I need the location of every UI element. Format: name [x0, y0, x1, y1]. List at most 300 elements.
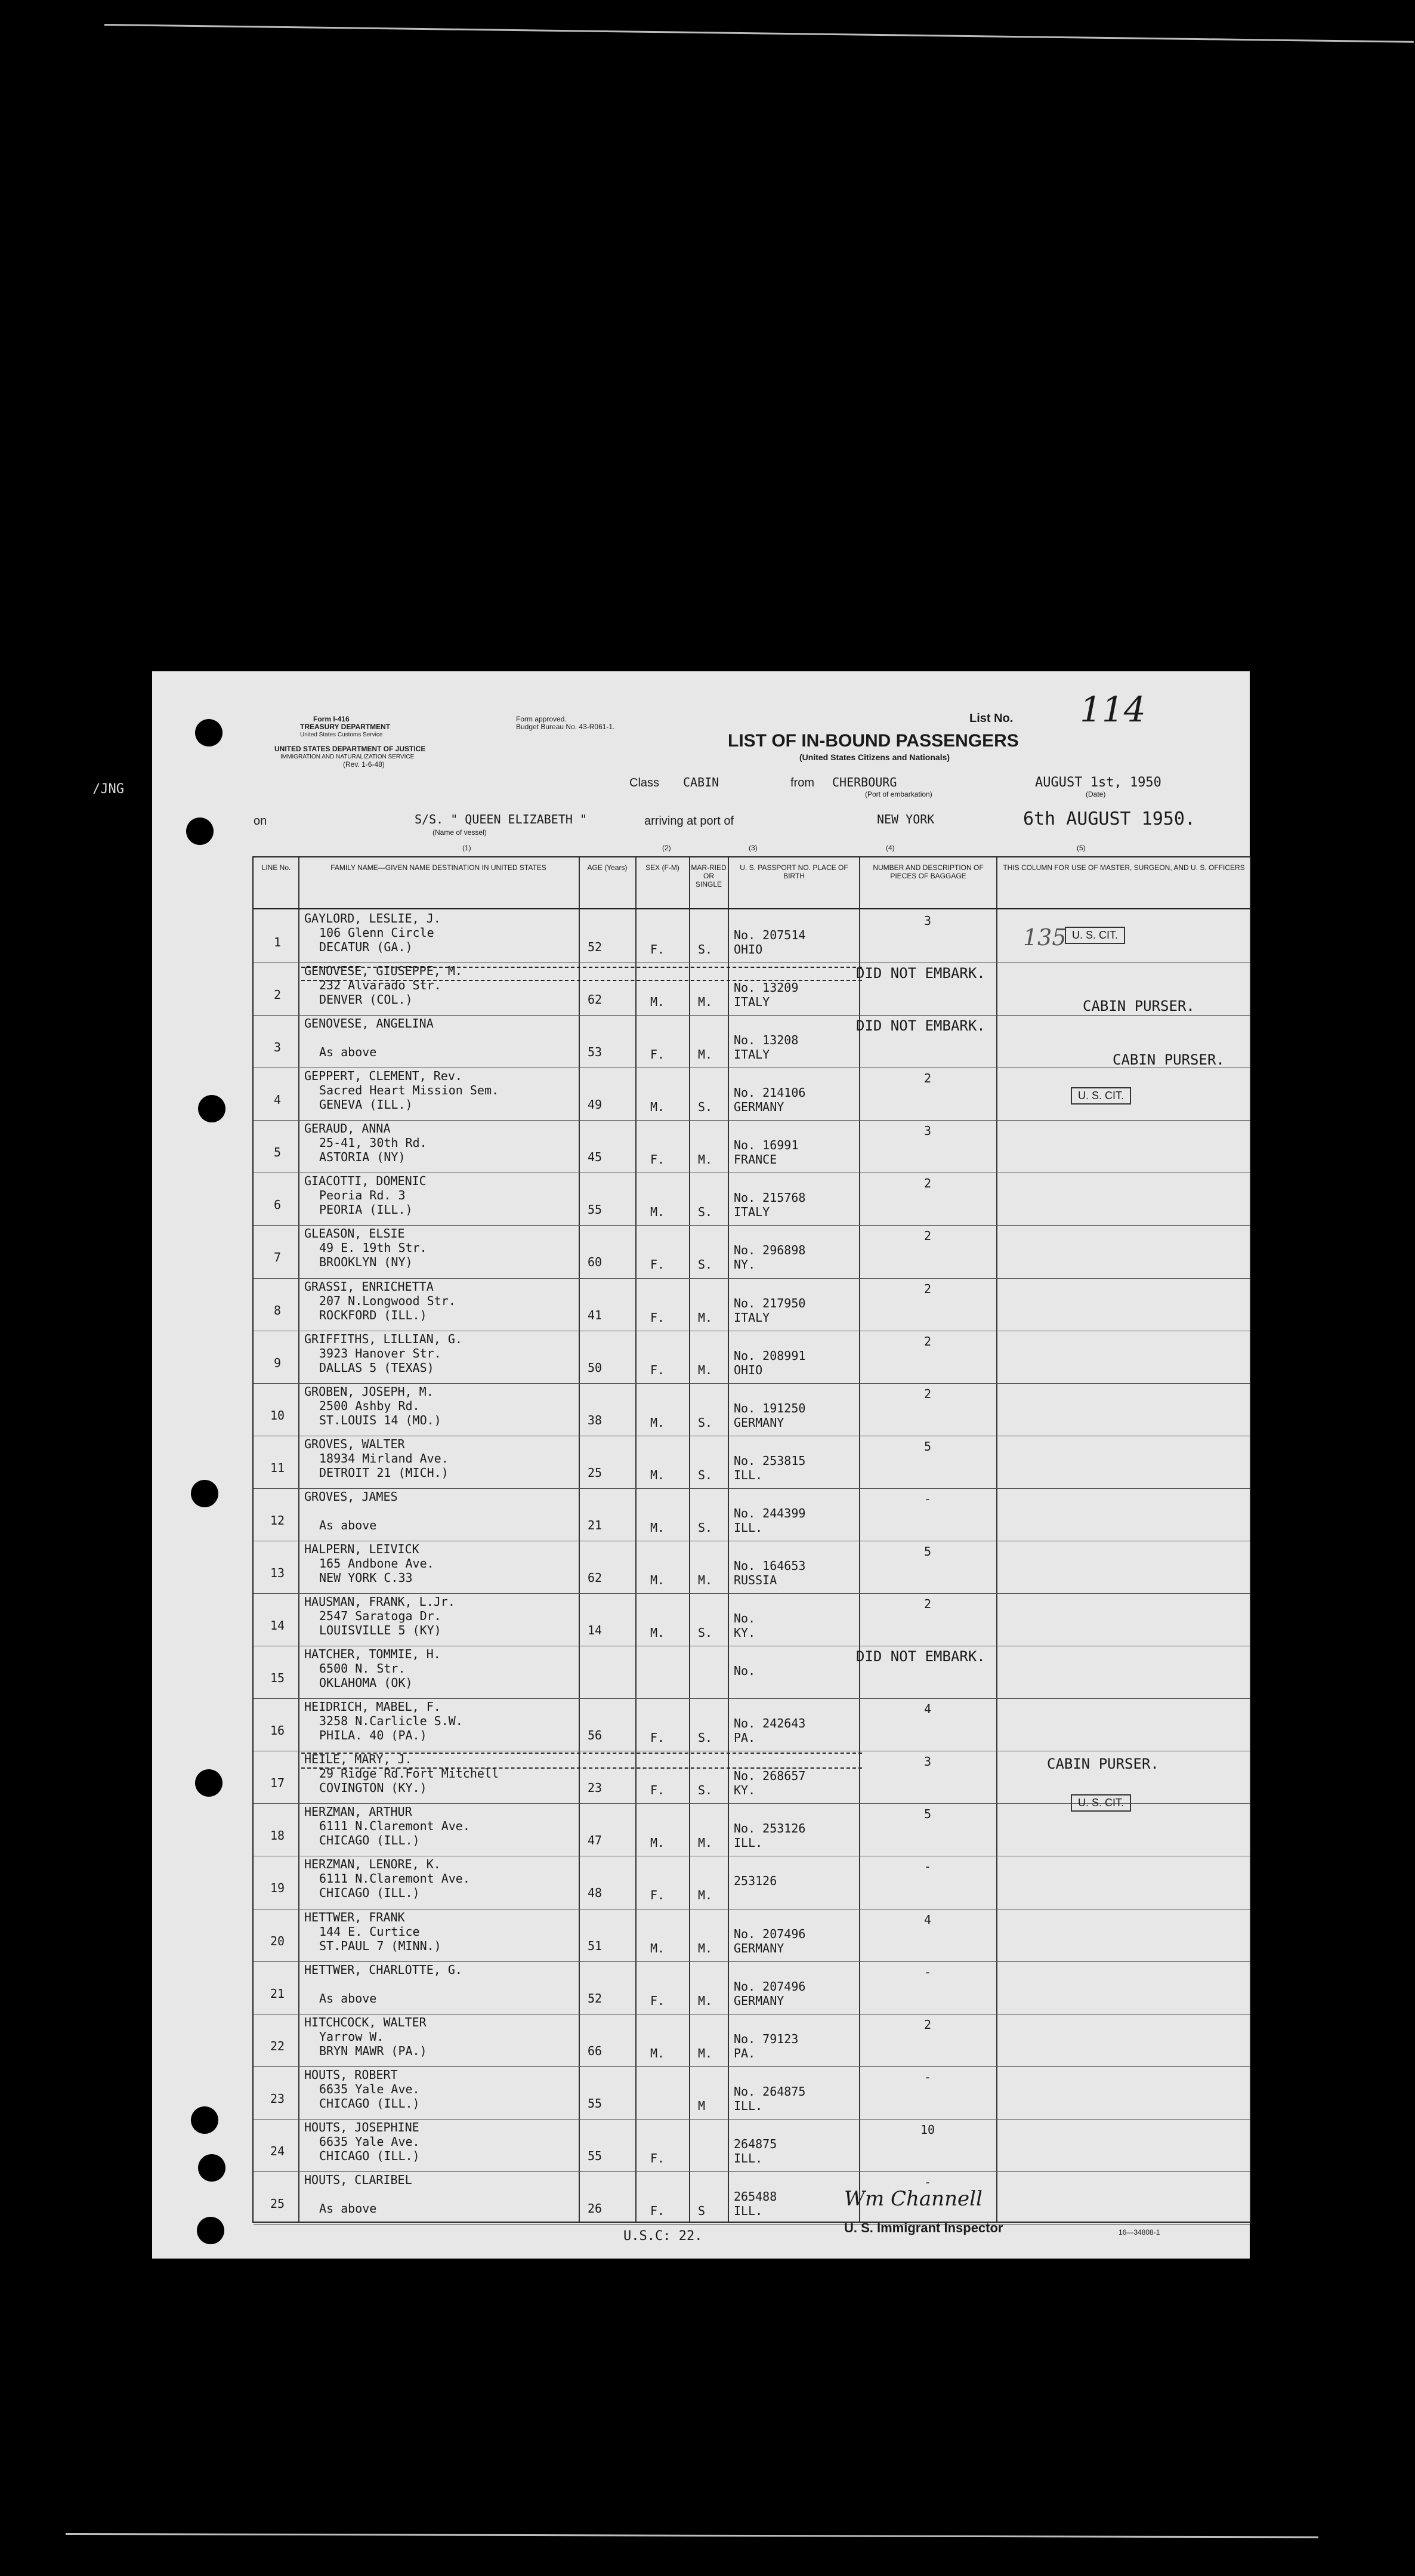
cell-addr1: 3923 Hanover Str. [319, 1346, 441, 1361]
cell-bags: - [923, 1859, 932, 1874]
cell-addr1: 3258 N.Carlicle S.W. [319, 1714, 463, 1729]
cell-sex: F. [650, 1362, 665, 1377]
col-married-header: MAR-RIED OR SINGLE [691, 863, 727, 889]
cell-name: HEILE, MARY, J. [304, 1752, 412, 1767]
cell-name: HERZMAN, ARTHUR [304, 1804, 412, 1819]
cell-age: 55 [588, 2096, 603, 2111]
row-divider [254, 1593, 1250, 1594]
cell-passport: No. 214106 [734, 1085, 806, 1100]
cell-addr1: 29 Ridge Rd.Fort Mitchell [319, 1766, 499, 1781]
cell-birth: ITALY [734, 1205, 770, 1220]
cell-addr1: 6111 N.Claremont Ave. [319, 1871, 470, 1886]
cell-bags: - [923, 2174, 932, 2189]
cell-name: GRASSI, ENRICHETTA [304, 1279, 434, 1294]
cell-addr2: As above [319, 1991, 377, 2006]
col-number: (1) [462, 844, 471, 852]
cell-addr2: CHICAGO (ILL.) [319, 1886, 420, 1901]
cell-addr1: 6111 N.Claremont Ave. [319, 1819, 470, 1834]
cell-addr2: ROCKFORD (ILL.) [319, 1307, 427, 1322]
cell-addr2: DENVER (COL.) [319, 992, 413, 1007]
col-number: (3) [749, 844, 758, 852]
cell-name: GERAUD, ANNA [304, 1121, 391, 1136]
vessel-caption: (Name of vessel) [432, 828, 487, 837]
cell-ms: S. [698, 942, 713, 957]
cell-bags: 3 [923, 914, 932, 928]
cell-name: HOUTS, CLARIBEL [304, 2172, 412, 2187]
cell-birth: OHIO [734, 1362, 763, 1377]
top-edge-line [104, 24, 1414, 43]
cell-age: 51 [588, 1938, 603, 1953]
cell-addr2: COVINGTON (KY.) [319, 1781, 427, 1796]
cell-addr1: 2500 Ashby Rd. [319, 1398, 420, 1413]
col-age-header: AGE (Years) [587, 863, 628, 872]
cell-ms: S. [698, 1205, 713, 1220]
punch-hole [198, 2154, 225, 2182]
cell-name: HALPERN, LEIVICK [304, 1541, 419, 1556]
col-name-header: FAMILY NAME—GIVEN NAME DESTINATION IN UNITED STATES [330, 863, 546, 872]
cell-name: HITCHCOCK, WALTER [304, 2014, 427, 2029]
cell-addr1: 106 Glenn Circle [319, 925, 434, 940]
cell-age: 49 [588, 1097, 603, 1112]
row-divider [254, 2171, 1250, 2172]
cell-line: 16 [270, 1723, 285, 1738]
cell-ms: M. [698, 1572, 713, 1587]
cell-birth: PA. [734, 1730, 756, 1745]
cell-addr2: GENEVA (ILL.) [319, 1097, 413, 1112]
cell-line: 17 [270, 1776, 285, 1791]
cell-name: GRIFFITHS, LILLIAN, G. [304, 1331, 462, 1346]
cell-name: HETTWER, FRANK [304, 1909, 405, 1924]
cell-name: GROBEN, JOSEPH, M. [304, 1384, 434, 1399]
cell-name: GIACOTTI, DOMENIC [304, 1174, 427, 1189]
cell-birth: RUSSIA [734, 1572, 777, 1587]
cell-addr2: ASTORIA (NY) [319, 1150, 406, 1165]
cell-line: 5 [273, 1145, 282, 1160]
strike-line [301, 967, 862, 969]
row-divider [254, 1015, 1250, 1016]
cell-age: 62 [588, 992, 603, 1007]
cell-birth: GERMANY [734, 1941, 784, 1955]
cell-bags: 4 [923, 1702, 932, 1717]
inspector-signature: Wm Channell [844, 2187, 983, 2211]
cell-age: 66 [588, 2043, 603, 2058]
cell-age: 47 [588, 1833, 603, 1848]
cell-line: 14 [270, 1618, 285, 1633]
cell-bags: 3 [923, 1124, 932, 1139]
cell-age: 25 [588, 1465, 603, 1480]
form-code: 16—34808-1 [1119, 2228, 1160, 2236]
cell-ms: S. [698, 1257, 713, 1272]
cell-ms: S. [698, 1730, 713, 1745]
cell-bags: 2 [923, 1597, 932, 1612]
punch-hole [191, 1480, 218, 1507]
cell-name: GEPPERT, CLEMENT, Rev. [304, 1069, 462, 1084]
cell-passport: No. 215768 [734, 1190, 806, 1205]
cell-birth: OHIO [734, 942, 763, 957]
cell-age: 38 [588, 1412, 603, 1427]
cell-line: 6 [273, 1198, 282, 1213]
cell-name: GLEASON, ELSIE [304, 1226, 405, 1241]
cell-birth: ILL. [734, 2151, 763, 2165]
cabin-purser-note: CABIN PURSER. [1113, 1051, 1225, 1068]
ins-service: IMMIGRATION AND NATURALIZATION SERVICE [280, 754, 415, 760]
cell-ms: M. [698, 1047, 713, 1062]
cell-passport: No. 164653 [734, 1558, 806, 1573]
col-baggage-header: NUMBER AND DESCRIPTION OF PIECES OF BAGGAGE [873, 863, 984, 880]
cell-age: 21 [588, 1517, 603, 1532]
form-subtitle: (United States Citizens and Nationals) [799, 752, 950, 762]
row-divider [254, 962, 1250, 963]
us-cit-stamp: U. S. CIT. [1065, 927, 1125, 944]
cell-ms: M. [698, 1835, 713, 1850]
cell-birth: GERMANY [734, 1993, 784, 2008]
cell-bags: 2 [923, 1334, 932, 1349]
cell-ms: S. [698, 1415, 713, 1430]
cell-bags: 2 [923, 1176, 932, 1191]
cell-passport: No. 242643 [734, 1716, 806, 1731]
form-approved: Form approved. [516, 715, 567, 723]
cell-name: HEIDRICH, MABEL, F. [304, 1699, 441, 1714]
justice-dept: UNITED STATES DEPARTMENT OF JUSTICE [274, 745, 426, 753]
cell-sex: F. [650, 1730, 665, 1745]
cell-addr2: DETROIT 21 (MICH.) [319, 1465, 449, 1480]
cell-name: GROVES, WALTER [304, 1436, 405, 1451]
row-divider [254, 2119, 1250, 2120]
cell-line: 20 [270, 1933, 285, 1948]
cell-passport: No. 13209 [734, 980, 799, 995]
cell-name: GENOVESE, GIUSEPPE, M. [304, 964, 462, 979]
row-divider [254, 2224, 1250, 2225]
bottom-edge-line [66, 2533, 1318, 2538]
cell-addr1: 2547 Saratoga Dr. [319, 1609, 441, 1624]
arrival-date: 6th AUGUST 1950. [1023, 809, 1195, 829]
cell-ms: M. [698, 2046, 713, 2060]
row-divider [254, 1225, 1250, 1226]
cell-name: HERZMAN, LENORE, K. [304, 1857, 441, 1872]
cell-age: 52 [588, 1991, 603, 2006]
cell-addr2: BRYN MAWR (PA.) [319, 2043, 427, 2058]
cell-ms: S. [698, 1520, 713, 1535]
cell-sex: M. [650, 1205, 665, 1220]
arriving-label: arriving at port of [644, 815, 734, 828]
customs-service: United States Customs Service [300, 732, 383, 738]
cell-sex: F. [650, 1310, 665, 1325]
cell-sex: F. [650, 1047, 665, 1062]
list-no-label: List No. [969, 712, 1014, 725]
cell-addr2: BROOKLYN (NY) [319, 1255, 413, 1270]
cell-passport: 265488 [734, 2189, 777, 2204]
cell-name: GENOVESE, ANGELINA [304, 1016, 434, 1031]
class-label: Class [629, 776, 660, 789]
cell-addr1: 6635 Yale Ave. [319, 2134, 420, 2149]
cell-sex: F. [650, 1888, 665, 1903]
cell-line: 8 [273, 1303, 282, 1318]
cell-birth: ILL. [734, 1467, 763, 1482]
cell-passport: No. 207496 [734, 1926, 806, 1941]
cell-addr1: 165 Andbone Ave. [319, 1556, 434, 1571]
cell-age: 48 [588, 1886, 603, 1901]
cell-addr2: DALLAS 5 (TEXAS) [319, 1360, 434, 1375]
cell-bags: 2 [923, 1386, 932, 1401]
budget-bureau: Budget Bureau No. 43-R061-1. [516, 723, 615, 731]
us-cit-stamp: U. S. CIT. [1071, 1087, 1131, 1105]
from-label: from [790, 776, 814, 789]
cell-passport: No. 253815 [734, 1453, 806, 1468]
cell-addr2: OKLAHOMA (OK) [319, 1676, 413, 1690]
passenger-table [252, 856, 1251, 2223]
cell-ms: S [698, 2203, 706, 2218]
us-cit-stamp: U. S. CIT. [1071, 1794, 1131, 1812]
handwritten-135: 135 [1023, 924, 1067, 951]
col-number: (2) [662, 844, 671, 852]
cell-sex: F. [650, 1783, 665, 1798]
cell-birth: ITALY [734, 995, 770, 1010]
cell-line: 1 [273, 935, 282, 949]
cell-birth: GERMANY [734, 1415, 784, 1430]
cell-bags: 2 [923, 1281, 932, 1296]
cell-bags: 10 [920, 2122, 935, 2137]
cell-passport: No. 208991 [734, 1348, 806, 1363]
cell-name: GROVES, JAMES [304, 1489, 398, 1504]
cell-sex: M. [650, 1572, 665, 1587]
cell-ms: M. [698, 1310, 713, 1325]
cell-birth: ITALY [734, 1047, 770, 1062]
form-revision: (Rev. 1-6-48) [343, 760, 385, 769]
cell-birth: KY. [734, 1783, 756, 1798]
cell-ms: S. [698, 1467, 713, 1482]
cell-bags: DID NOT EMBARK. [856, 1648, 985, 1665]
cell-name: HAUSMAN, FRANK, L.Jr. [304, 1594, 455, 1609]
treasury-dept: TREASURY DEPARTMENT [300, 723, 391, 731]
cell-addr2: CHICAGO (ILL.) [319, 2148, 420, 2163]
date-caption: (Date) [1086, 790, 1106, 798]
cell-sex: M. [650, 995, 665, 1010]
row-divider [254, 1961, 1250, 1962]
cell-sex: F. [650, 2151, 665, 2165]
cell-ms: M. [698, 1362, 713, 1377]
cell-sex: M. [650, 1520, 665, 1535]
punch-hole [198, 1095, 225, 1122]
cell-addr1: 25-41, 30th Rd. [319, 1136, 427, 1150]
row-divider [254, 2066, 1250, 2067]
cell-age: 60 [588, 1255, 603, 1270]
cell-bags: - [923, 1491, 932, 1506]
cell-sex: F. [650, 1257, 665, 1272]
cell-line: 24 [270, 2143, 285, 2158]
strike-line [301, 980, 862, 982]
col-number: (4) [886, 844, 895, 852]
col-sex-header: SEX (F-M) [645, 863, 679, 872]
inspector-title: U. S. Immigrant Inspector [844, 2220, 1003, 2235]
cell-age: 45 [588, 1150, 603, 1165]
cell-bags: - [923, 2069, 932, 2084]
cell-passport: No. 191250 [734, 1400, 806, 1415]
cell-sex: F. [650, 1993, 665, 2008]
cell-bags: DID NOT EMBARK. [856, 965, 985, 982]
cell-addr2: CHICAGO (ILL.) [319, 2096, 420, 2111]
cell-addr2: ST.LOUIS 14 (MO.) [319, 1412, 441, 1427]
cell-birth: PA. [734, 2046, 756, 2060]
cell-sex: M. [650, 1100, 665, 1115]
cell-addr1: 144 E. Curtice [319, 1924, 420, 1939]
cell-line: 18 [270, 1828, 285, 1843]
cell-addr2: DECATUR (GA.) [319, 940, 413, 954]
cell-line: 7 [273, 1250, 282, 1265]
cell-birth: NY. [734, 1257, 756, 1272]
form-number: Form I-416 [313, 715, 350, 723]
cell-addr2: CHICAGO (ILL.) [319, 1833, 420, 1848]
cell-sex: M. [650, 1625, 665, 1640]
row-divider [254, 1278, 1250, 1279]
form-title: LIST OF IN-BOUND PASSENGERS [728, 731, 1019, 751]
cell-passport: No. 264875 [734, 2084, 806, 2099]
from-caption: (Port of embarkation) [865, 790, 932, 798]
cell-age: 26 [588, 2201, 603, 2216]
row-divider [254, 1383, 1250, 1384]
cell-name: HETTWER, CHARLOTTE, G. [304, 1962, 462, 1977]
cell-sex: M. [650, 2046, 665, 2060]
cell-addr1: 232 Alvarado Str. [319, 978, 441, 993]
cell-addr2: PHILA. 40 (PA.) [319, 1728, 427, 1743]
cell-name: HOUTS, JOSEPHINE [304, 2120, 419, 2134]
row-divider [254, 1488, 1250, 1489]
side-mark: /JNG [92, 782, 124, 797]
on-label: on [254, 815, 267, 828]
cell-sex: F. [650, 2203, 665, 2218]
cell-sex: F. [650, 942, 665, 957]
cell-age: 53 [588, 1045, 603, 1060]
cell-sex: M. [650, 1835, 665, 1850]
cell-age: 52 [588, 940, 603, 954]
cell-line: 23 [270, 2091, 285, 2106]
cell-passport: No. 16991 [734, 1138, 799, 1153]
cell-addr2: ST.PAUL 7 (MINN.) [319, 1938, 441, 1953]
cell-line: 2 [273, 988, 282, 1002]
cell-age: 55 [588, 1202, 603, 1217]
cell-ms: M. [698, 1941, 713, 1955]
cell-ms: S. [698, 1625, 713, 1640]
cell-ms: M. [698, 1993, 713, 2008]
cell-name: GAYLORD, LESLIE, J. [304, 911, 441, 925]
col-line-header: LINE No. [261, 863, 291, 872]
col-number: (5) [1077, 844, 1086, 852]
cell-ms: M. [698, 1888, 713, 1903]
cell-line: 4 [273, 1093, 282, 1107]
strike-line [301, 1753, 862, 1755]
cell-addr1: 207 N.Longwood Str. [319, 1293, 456, 1308]
cell-sex: F. [650, 1152, 665, 1167]
punch-hole [191, 2106, 218, 2134]
cell-passport: No. 244399 [734, 1506, 806, 1520]
cell-addr2: PEORIA (ILL.) [319, 1202, 413, 1217]
row-divider [254, 1120, 1250, 1121]
usc-code: U.S.C: 22. [623, 2229, 703, 2244]
manifest-sheet [92, 671, 1250, 2259]
cell-bags: DID NOT EMBARK. [856, 1017, 985, 1035]
cell-name: HATCHER, TOMMIE, H. [304, 1647, 441, 1662]
cell-line: 11 [270, 1460, 285, 1475]
cabin-purser-note: CABIN PURSER. [1083, 998, 1195, 1014]
cell-line: 10 [270, 1408, 285, 1423]
cell-birth: KY. [734, 1625, 756, 1640]
cell-birth: ILL. [734, 2098, 763, 2113]
col-passport-header: U. S. PASSPORT NO. PLACE OF BIRTH [740, 863, 848, 880]
cell-bags: 5 [923, 1439, 932, 1454]
cell-birth: ILL. [734, 2203, 763, 2218]
cell-line: 12 [270, 1513, 285, 1528]
cell-line: 3 [273, 1040, 282, 1055]
punch-hole [186, 817, 214, 845]
cell-age: 23 [588, 1781, 603, 1796]
cell-line: 25 [270, 2196, 285, 2211]
cell-sex: M. [650, 1941, 665, 1955]
cell-birth: ITALY [734, 1310, 770, 1325]
cell-passport: No. 79123 [734, 2031, 799, 2046]
cell-addr1: 49 E. 19th Str. [319, 1241, 427, 1255]
cell-age: 62 [588, 1570, 603, 1585]
from-value: CHERBOURG [832, 775, 897, 789]
cell-passport: 253126 [734, 1874, 777, 1889]
list-no-value: 114 [1080, 689, 1146, 730]
cell-addr1: 18934 Mirland Ave. [319, 1451, 449, 1466]
cell-ms: S. [698, 1783, 713, 1798]
cell-ms: M. [698, 1152, 713, 1167]
cell-line: 15 [270, 1671, 285, 1686]
cell-addr2: LOUISVILLE 5 (KY) [319, 1623, 441, 1638]
cell-sex: M. [650, 1467, 665, 1482]
col-officers-header: THIS COLUMN FOR USE OF MASTER, SURGEON, AND U. S. OFFICERS [1003, 863, 1245, 872]
row-divider [254, 1698, 1250, 1699]
class-value: CABIN [683, 775, 719, 789]
cell-age: 41 [588, 1307, 603, 1322]
arrival-port: NEW YORK [877, 812, 935, 826]
cell-passport: No. 207496 [734, 1979, 806, 1994]
cell-addr2: NEW YORK C.33 [319, 1570, 413, 1585]
cell-addr1: Yarrow W. [319, 2029, 384, 2044]
cell-bags: - [923, 1964, 932, 1979]
cell-passport: No. [734, 1611, 756, 1626]
cell-passport: No. [734, 1664, 756, 1679]
cell-addr2: As above [319, 1517, 377, 1532]
cell-line: 22 [270, 2038, 285, 2053]
cell-passport: No. 253126 [734, 1821, 806, 1836]
cell-line: 19 [270, 1881, 285, 1896]
cell-birth: ILL. [734, 1520, 763, 1535]
cell-age: 14 [588, 1623, 603, 1638]
cell-addr1: 6500 N. Str. [319, 1661, 406, 1676]
cell-bags: 5 [923, 1544, 932, 1559]
cell-bags: 4 [923, 1912, 932, 1927]
cell-addr2: As above [319, 2201, 377, 2216]
cell-addr1: Sacred Heart Mission Sem. [319, 1083, 499, 1098]
cell-ms: M [698, 2098, 706, 2113]
departure-date: AUGUST 1st, 1950 [1035, 775, 1161, 790]
cell-bags: 2 [923, 2017, 932, 2032]
cell-age: 56 [588, 1728, 603, 1743]
cabin-purser-note: CABIN PURSER. [1047, 1756, 1159, 1772]
cell-passport: No. 13208 [734, 1033, 799, 1048]
cell-addr1: Peoria Rd. 3 [319, 1188, 406, 1203]
cell-name: HOUTS, ROBERT [304, 2067, 398, 2082]
cell-sex: M. [650, 1415, 665, 1430]
cell-passport: No. 296898 [734, 1243, 806, 1258]
strike-line [301, 1767, 862, 1770]
punch-hole [197, 2217, 224, 2244]
cell-passport: 264875 [734, 2136, 777, 2151]
cell-addr1: 6635 Yale Ave. [319, 2081, 420, 2096]
cell-birth: ILL. [734, 1835, 763, 1850]
vessel-name: S/S. " QUEEN ELIZABETH " [415, 812, 587, 826]
